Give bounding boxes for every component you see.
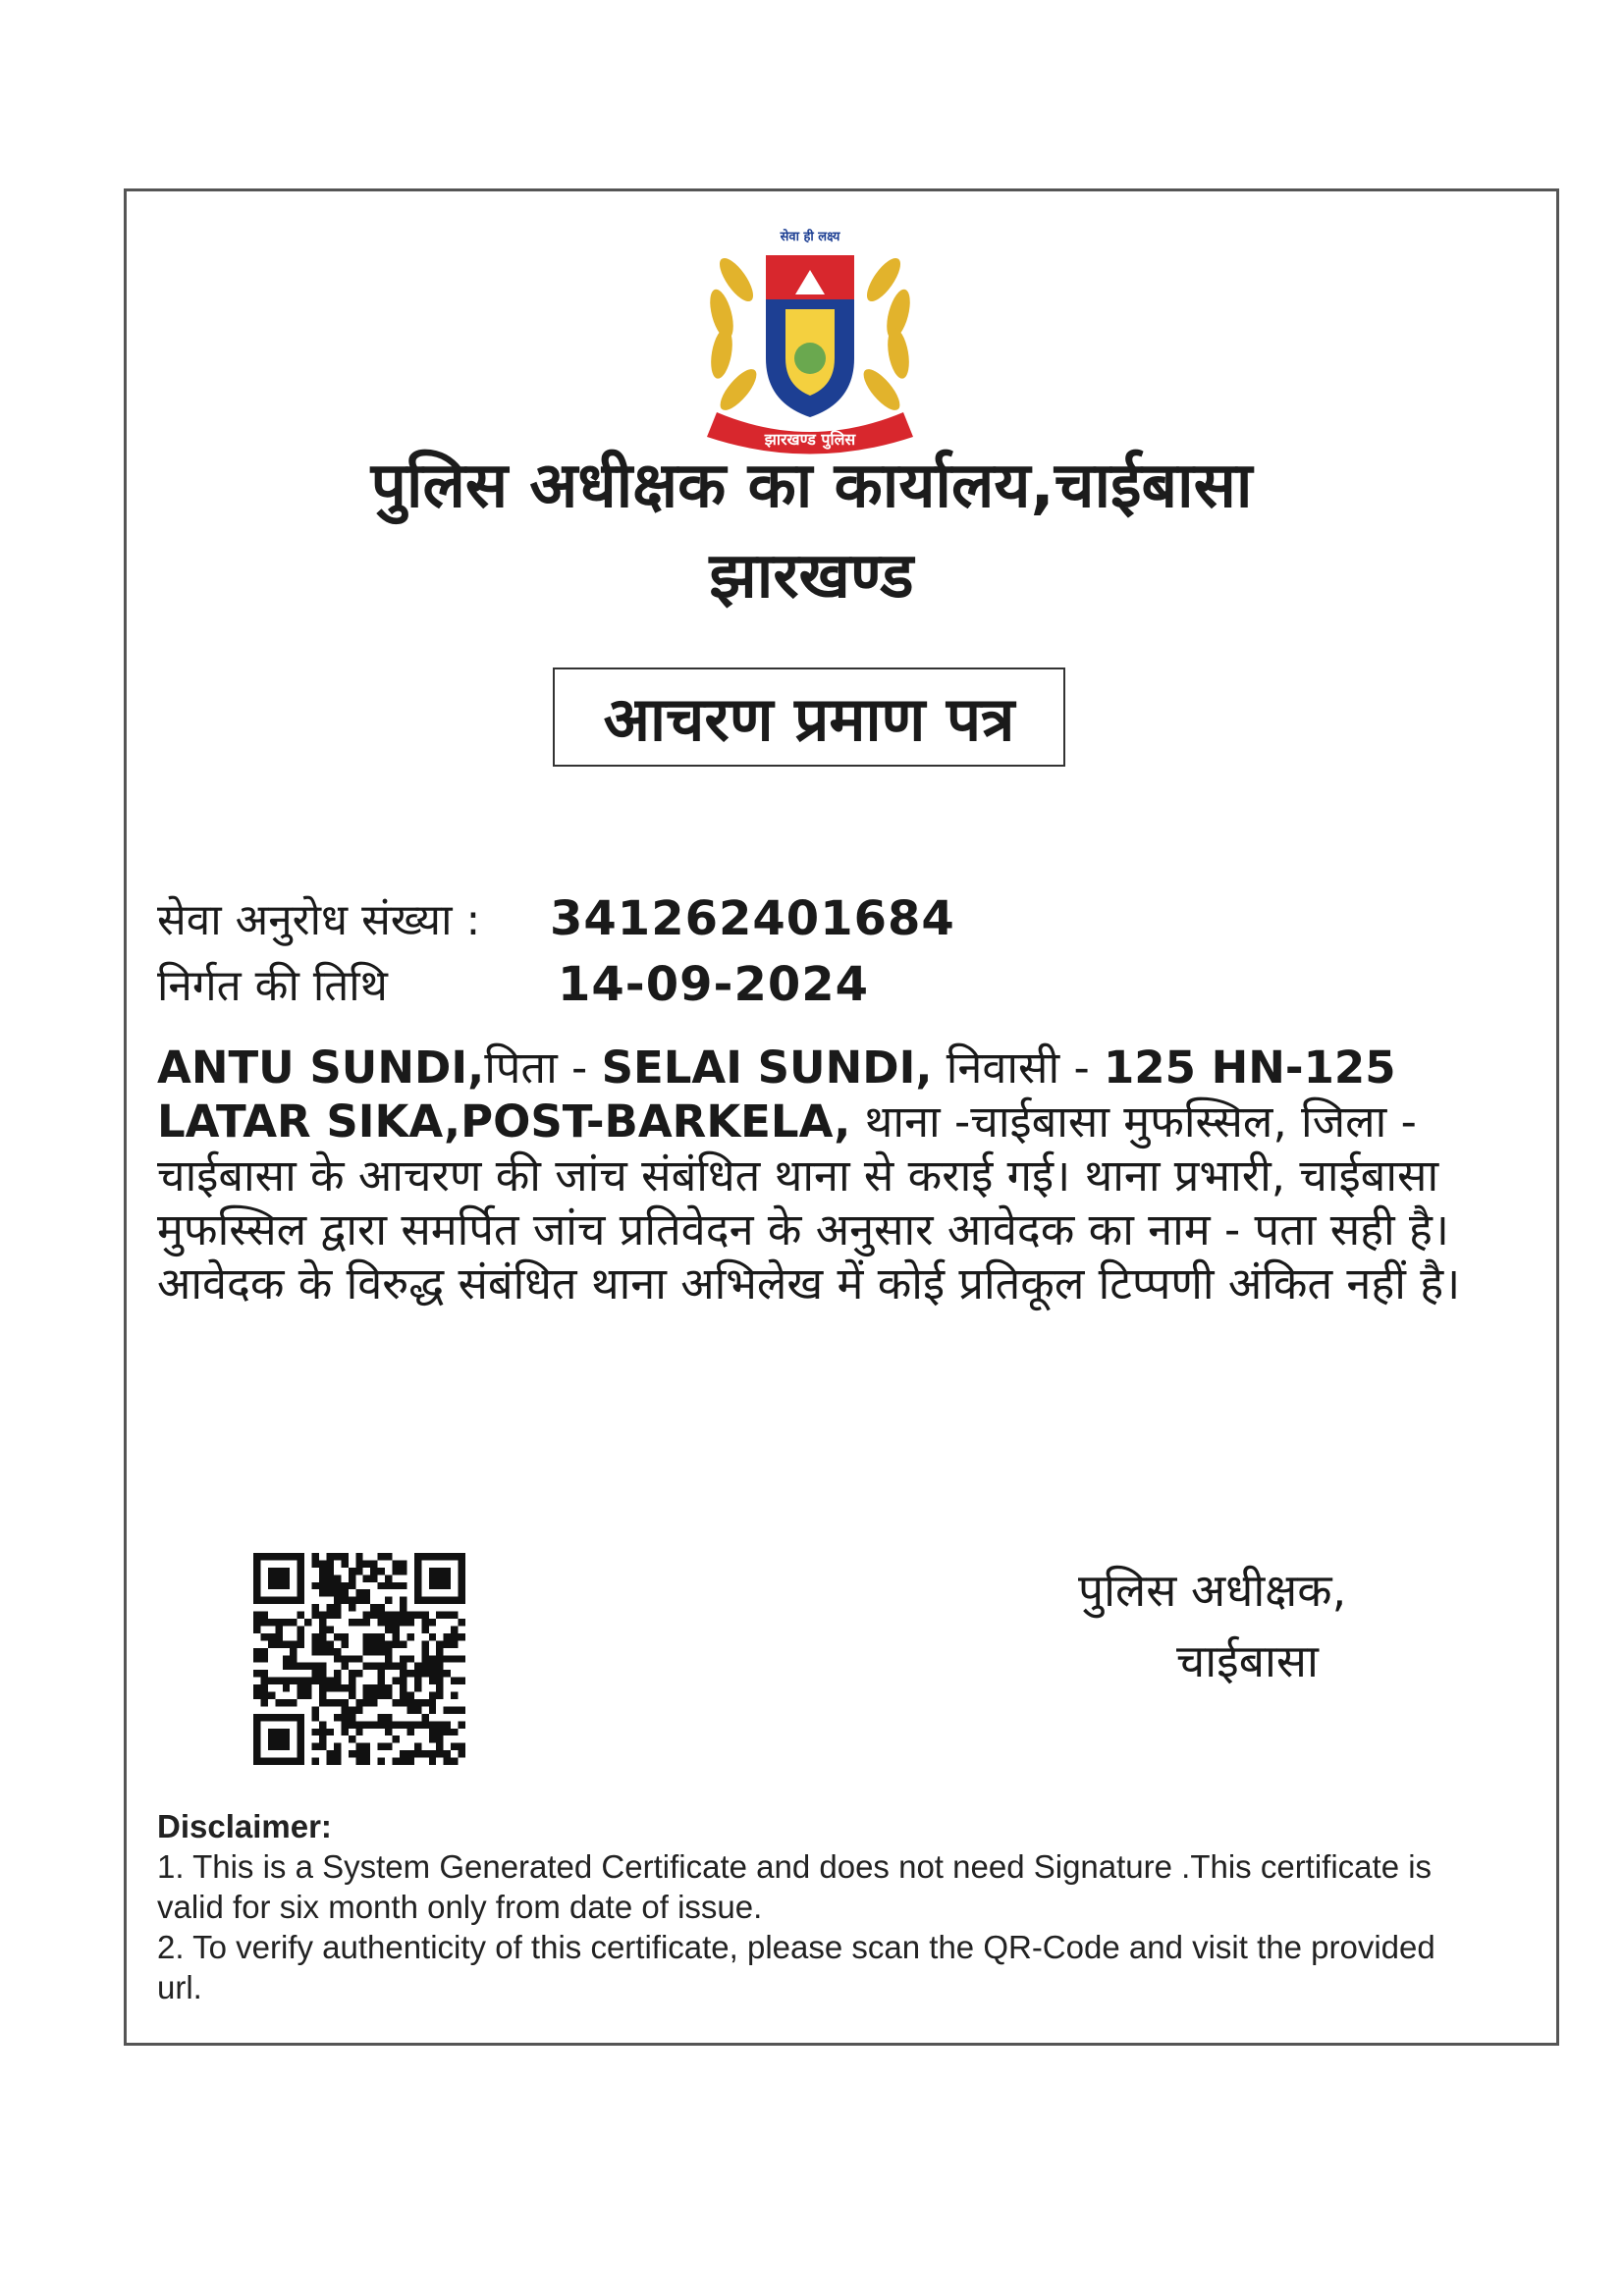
resident-label: निवासी - [932,1041,1104,1094]
father-label: पिता - [484,1041,602,1094]
issue-date-row [157,954,869,1013]
emblem-ribbon-text: झारखण्ड पुलिस [764,430,856,449]
verification-qr-code [253,1553,465,1765]
issue-date-label: निर्गत की तिथि [157,961,388,1011]
applicant-name: ANTU SUNDI, [157,1041,485,1094]
disclaimer-item-1: 1. This is a System Generated Certificate and does not need Signature .This certificate is valid for six month only from date of issue. [157,1848,1433,1925]
certificate-statement: थाना -चाईबासा मुफस्सिल, जिला - चाईबासा के आचरण की जांच संबंधित थाना से कराई गई। थाना प्रभारी, चाईबासा मुफस्सिल द्वारा समर्पित जांच प्रतिवेदन के अनुसार आवेदक का नाम - पता सही है। आवेदक के विरुद्ध संबंधित थाना अभिलेख में कोई प्रतिकूल टिप्पणी अंकित नहीं है। [157,1095,1461,1309]
office-title: पुलिस अधीक्षक का कार्यालय,चाईबासा [370,450,1253,522]
request-number-value: 341262401684 [550,891,955,946]
signatory-title: पुलिस अधीक्षक, [1078,1564,1347,1617]
emblem-motto-text: सेवा ही लक्ष्य [780,230,840,244]
certificate-title: आचरण प्रमाण पत्र [553,667,1065,767]
state-title: झारखण्ड [709,540,914,613]
jharkhand-police-emblem [677,211,943,461]
disclaimer-heading: Disclaimer: [157,1808,332,1844]
father-name: SELAI SUNDI, [601,1041,933,1094]
request-number-row [157,888,955,947]
certificate-body [157,1041,1522,1310]
signatory-location: चाईबासा [1176,1634,1319,1687]
issue-date-value: 14-09-2024 [558,957,870,1012]
request-number-label: सेवा अनुरोध संख्या : [157,895,481,945]
disclaimer [157,1806,1463,2007]
applicant-address: 125 HN-125 LATAR SIKA,POST-BARKELA, [157,1041,1396,1148]
disclaimer-item-2: 2. To verify authenticity of this certificate, please scan the QR-Code and visit the provided url. [157,1929,1435,2005]
